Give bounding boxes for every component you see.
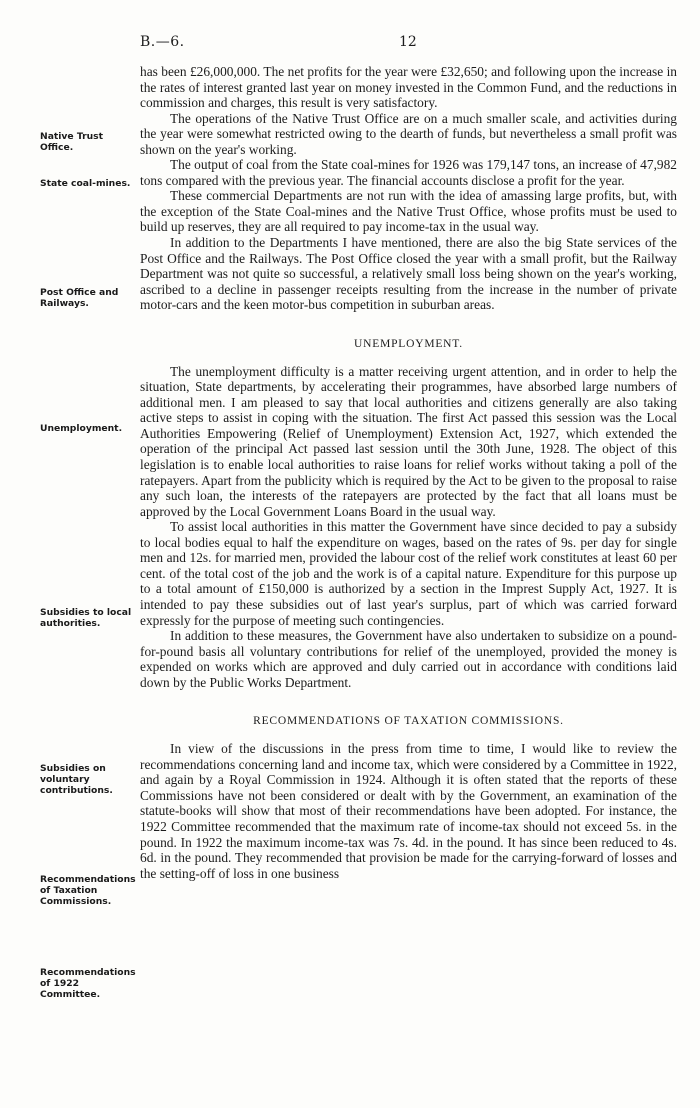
- sidenote-state-coal-mines: State coal-mines.: [40, 178, 131, 189]
- paragraph-native-trust: The operations of the Native Trust Office are on a much smaller scale, and activities during the year were somewhat restricted owing to the dearth of funds, but nevertheless a small profit was shown on the year's working.: [140, 110, 677, 157]
- page-number: 12: [399, 34, 417, 50]
- document-reference: B.—6.: [140, 34, 185, 50]
- body-text: [140, 64, 677, 881]
- paragraph-post-office: In addition to the Departments I have mentioned, there are also the big State services of the Post Office and the Railways. The Post Office closed the year with a small profit, but the Railway Department was not quite so successful, a relatively small loss being shown on the year's working, ascribed to a decline in passenger receipts resulting from the increase in the number of private motor-cars and the keen motor-bus competition in suburban areas.: [140, 235, 677, 313]
- sidenote-recommendations-1922: Recommendations of 1922 Committee.: [40, 967, 136, 1000]
- paragraph-coal-mines: The output of coal from the State coal-mines for 1926 was 179,147 tons, an increase of 47,982 tons compared with the previous year. The financial accounts disclose a profit for the year.: [140, 157, 677, 188]
- sidenote-subsidies-local: Subsidies to local authorities.: [40, 607, 132, 629]
- paragraph-subsidies-voluntary: In addition to these measures, the Government have also undertaken to subsidize on a pound-for-pound basis all voluntary contributions for relief of the unemployed, provided the money is expended on works which are approved and duly carried out in accordance with conditions laid down by the Public Works Department.: [140, 628, 677, 690]
- sidenote-unemployment: Unemployment.: [40, 423, 123, 434]
- heading-unemployment: UNEMPLOYMENT.: [354, 337, 463, 350]
- sidenote-recommendations-taxation: Recommendations of Taxation Commissions.: [40, 874, 136, 907]
- paragraph-subsidies-local: To assist local authorities in this matter the Government have since decided to pay a subsidy to local bodies equal to half the expenditure on wages, based on the rates of 9s. per day for single men and 12s. for married men, provided the labour cost of the relief work constitutes at least 60 per cent. of the total cost of the job and the work is of a capital nature. Expenditure for this purpose up to a total amount of £150,000 is authorized by a section in the Imprest Supply Act, 1927. It is intended to pay these subsidies out of last year's surplus, part of which was carried forward expressly for the purpose of meeting such contingencies.: [140, 519, 677, 628]
- sidenote-post-office-railways: Post Office and Railways.: [40, 287, 119, 309]
- paragraph-unemployment: The unemployment difficulty is a matter receiving urgent attention, and in order to help the situation, State departments, by accelerating their programmes, have absorbed large numbers of additional men. I am pleased to say that local authorities and citizens generally are also taking active steps to assist in coping with the situation. The first Act passed this session was the Local Authorities Empowering (Relief of Unemployment) Extension Act, 1927, which extended the operation of the principal Act passed last session until the 30th June, 1928. The object of this legislation is to enable local authorities to raise loans for relief works without taking a poll of the ratepayers. Apart from the publicity which is required by the Act to be given to the proposal to raise any such loan, the interests of the ratepayers are protected by the fact that all loans must be approved by the Local Government Loans Board in the usual way.: [140, 363, 677, 519]
- paragraph-commercial-departments: These commercial Departments are not run with the idea of amassing large profits, but, with the exception of the State Coal-mines and the Native Trust Office, whose profits must be used to build up reserves, they are all required to pay income-tax in the usual way.: [140, 188, 677, 235]
- sidenote-subsidies-voluntary: Subsidies on voluntary contributions.: [40, 763, 113, 796]
- sidenote-native-trust-office: Native Trust Office.: [40, 131, 104, 153]
- paragraph-intro: has been £26,000,000. The net profits for the year were £32,650; and following upon the increase in the rates of interest granted last year on money invested in the Common Fund, and the reductions in commission and charges, this result is very satisfactory.: [140, 64, 677, 111]
- paragraph-recommendations: In view of the discussions in the press from time to time, I would like to review the recommendations concerning land and income tax, which were considered by a Committee in 1922, and again by a Royal Commission in 1924. Although it is often stated that the reports of these Commissions have not been considered or dealt with by the Government, an examination of the statute-books will show that most of their recommendations have been adopted. For instance, the 1922 Committee recommended that the maximum rate of income-tax should not exceed 5s. in the pound. In 1922 the maximum income-tax was 7s. 4d. in the pound. It has since been reduced to 4s. 6d. in the pound. They recommended that provision be made for the carrying-forward of losses and the setting-off of loss in one business: [140, 741, 677, 881]
- heading-recommendations: RECOMMENDATIONS OF TAXATION COMMISSIONS.: [253, 715, 564, 728]
- page-header: [0, 34, 700, 54]
